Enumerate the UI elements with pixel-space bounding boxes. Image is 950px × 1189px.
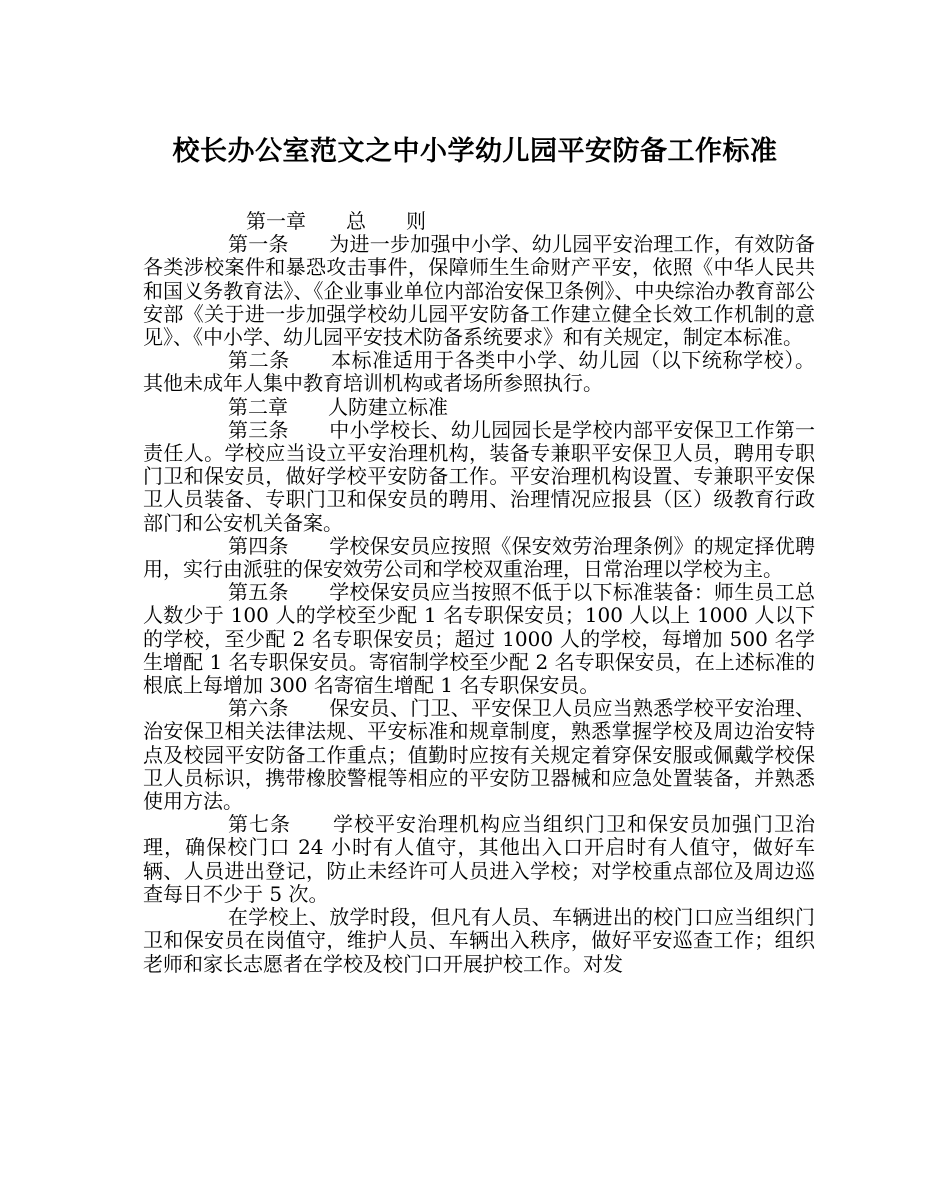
article-1-text: 为进一步加强中小学、幼儿园平安治理工作，有效防备各类涉校案件和暴恐攻击事件，保障师生生命财产平安，依照《中华人民共和国义务教育法》、《企业事业单位内部治安保卫条例》、中央综治办教育部公安部《关于进一步加强学校幼儿园平安防备工作建立健全长效工作机制的意见》、《中小学、幼儿园平安技术防备系统要求》和有关规定，制定本标准。 (143, 232, 815, 350)
article-3-number: 第三条 (228, 417, 330, 442)
chapter-heading-1: 第一章 总 则 (246, 209, 426, 233)
article-4 (143, 535, 815, 581)
article-2-text: 本标准适用于各类中小学、幼儿园（以下统称学校）。其他未成年人集中教育培训机构或者场所参照执行。 (143, 348, 816, 396)
document-body (143, 210, 815, 976)
article-4-number: 第四条 (228, 533, 330, 558)
article-4-text: 学校保安员应按照《保安效劳治理条例》的规定择优聘用，实行由派驻的保安效劳公司和学校双重治理，日常治理以学校为主。 (143, 533, 815, 582)
article-6-text: 保安员、门卫、平安保卫人员应当熟悉学校平安治理、治安保卫相关法律法规、平安标准和规章制度，熟悉掌握学校及周边治安特点及校园平安防备工作重点；值勤时应按有关规定着穿保安服或佩戴学校保卫人员标识，携带橡胶警棍等相应的平安防卫器械和应急处置装备，并熟悉使用方法。 (143, 696, 815, 814)
document-title: 校长办公室范文之中小学幼儿园平安防备工作标准 (172, 136, 778, 167)
article-6-number: 第六条 (228, 696, 330, 721)
article-7-number: 第七条 (228, 812, 333, 837)
article-6 (143, 697, 815, 813)
article-5-text: 学校保安员应当按照不低于以下标准装备：师生员工总人数少于 100 人的学校至少配 1 名专职保安员；100 人以上 1000 人以下的学校，至少配 2 名专职保安员；超过 1000 人的学校，每增加 500 名学生增配 1 名专职保安员。寄宿制学校至少配 2 名专职保安员，在上述标准的根底上每增加 300 名寄宿生增配 1 名专职保安员。 (143, 580, 815, 698)
article-1 (143, 233, 815, 349)
article-7-text: 学校平安治理机构应当组织门卫和保安员加强门卫治理，确保校门口 24 小时有人值守，其他出入口开启时有人值守，做好车辆、人员进出登记，防止未经许可人员进入学校；对学校重点部位及周边巡查每日不少于 5 次。 (143, 812, 815, 906)
article-7 (143, 813, 815, 906)
article-1-number: 第一条 (228, 232, 330, 257)
article-3-text: 中小学校长、幼儿园园长是学校内部平安保卫工作第一责任人。学校应当设立平安治理机构，装备专兼职平安保卫人员，聘用专职门卫和保安员，做好学校平安防备工作。平安治理机构设置、专兼职平安保卫人员装备、专职门卫和保安员的聘用、治理情况应报县（区）级教育行政部门和公安机关备案。 (143, 417, 815, 535)
article-3 (143, 419, 815, 535)
article-5 (143, 581, 815, 697)
article-5-number: 第五条 (228, 580, 330, 605)
article-2 (143, 349, 815, 395)
chapter-heading-2: 第二章 人防建立标准 (228, 394, 448, 419)
article-2-number: 第二条 (228, 348, 332, 373)
paragraph-continued: 在学校上、放学时段，但凡有人员、车辆进出的校门口应当组织门卫和保安员在岗值守，维护人员、车辆出入秩序，做好平安巡查工作；组织老师和家长志愿者在学校及校门口开展护校工作。对发 (143, 905, 815, 976)
